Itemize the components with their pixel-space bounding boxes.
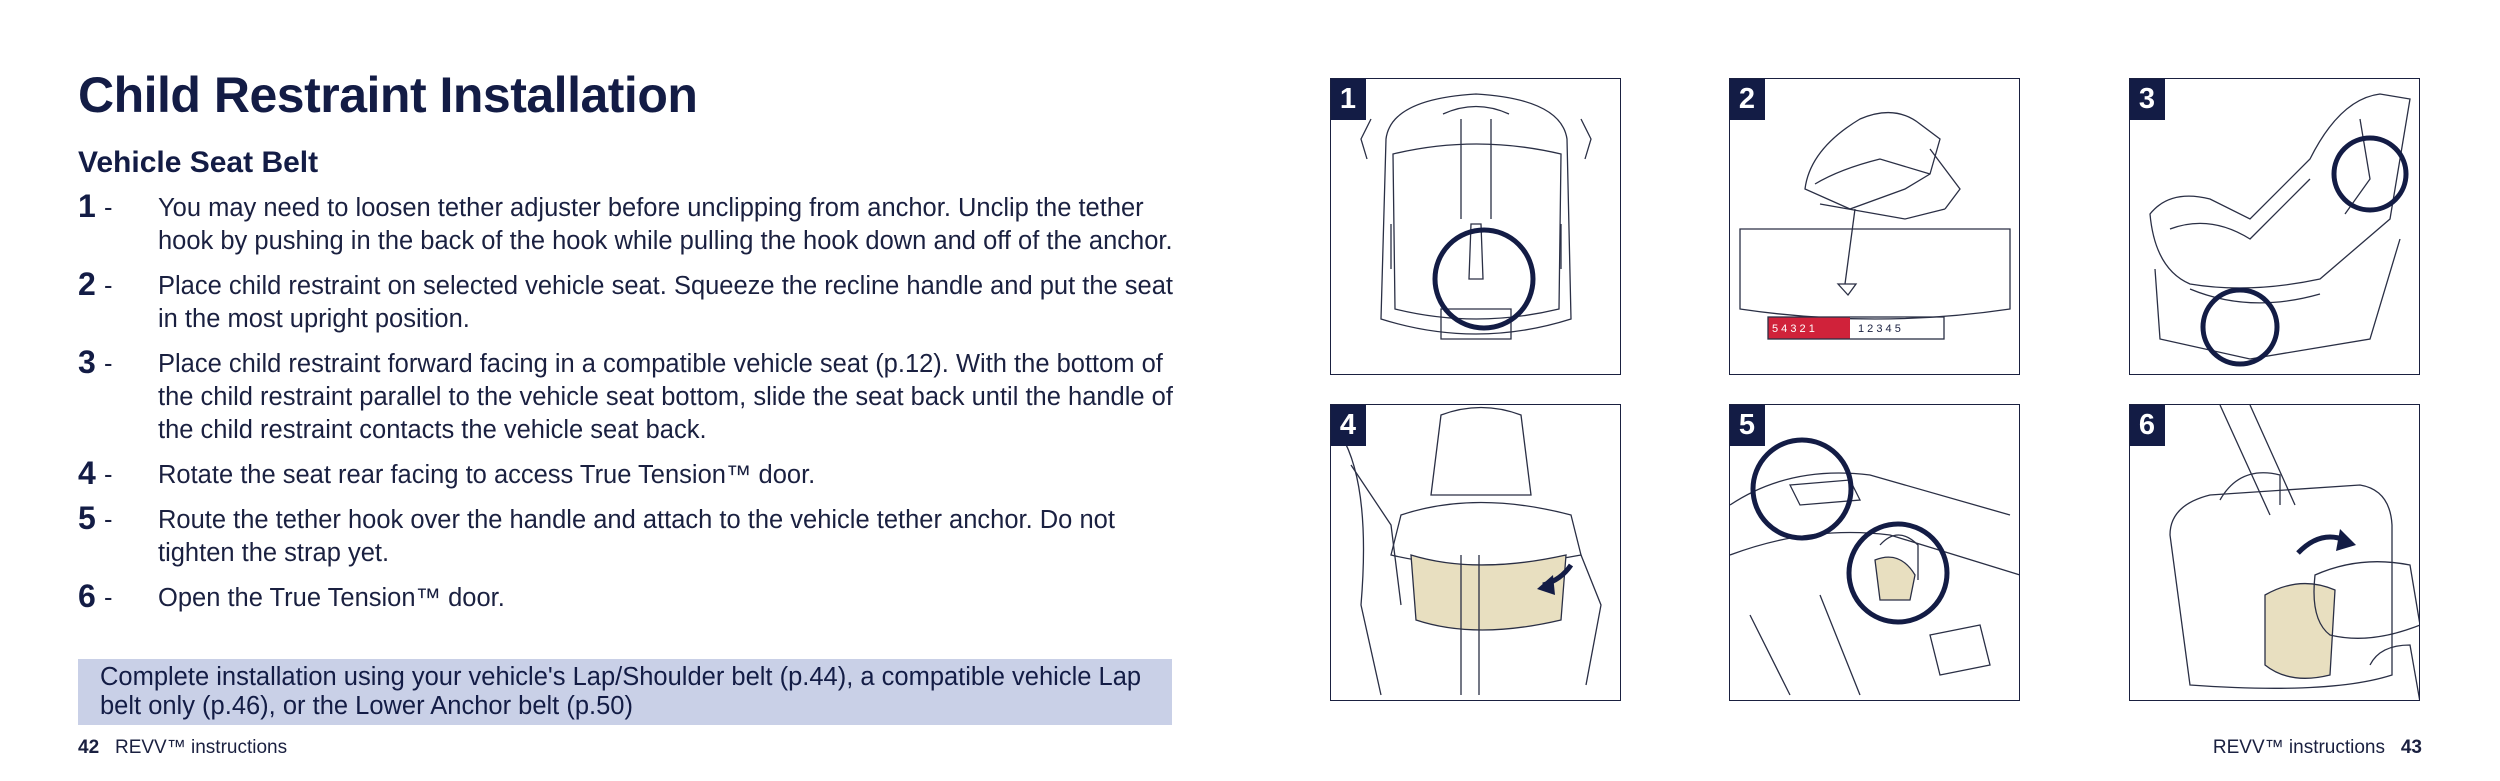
figure-1 [1330, 78, 1621, 375]
step-number: 1 [78, 188, 96, 224]
footer-label: REVV™ instructions [114, 737, 288, 758]
section-subtitle: Vehicle Seat Belt [78, 146, 319, 179]
step-6: 6 - Open the True Tension™ door. [78, 582, 1178, 615]
step-text: Place child restraint on selected vehicle seat. Squeeze the recline handle and put the seat in the most upright position. [158, 272, 1173, 333]
footer-left [78, 737, 287, 759]
step-3: 3 - Place child restraint forward facing in a compatible vehicle seat (p.12). With the bottom of the child restraint parallel to the vehicle seat bottom, slide the seat back until the handle of the child restraint contacts the vehicle seat back. [78, 348, 1178, 447]
figure-badge: 3 [2129, 78, 2165, 120]
figure-3 [2129, 78, 2420, 375]
step-5: 5 - Route the tether hook over the handle and attach to the vehicle tether anchor. Do not tighten the strap yet. [78, 504, 1178, 570]
step-number: 6 [78, 578, 96, 614]
seat-back-illustration [1331, 79, 1621, 375]
recline-right-scale: 1 2 3 4 5 [1858, 323, 1901, 335]
tether-routing-illustration [1730, 405, 2020, 701]
recline-indicator-illustration [1730, 79, 2020, 375]
figure-badge: 6 [2129, 404, 2165, 446]
step-text: Rotate the seat rear facing to access True Tension™ door. [158, 461, 816, 489]
rear-facing-illustration [1331, 405, 1621, 701]
step-text: Route the tether hook over the handle and attach to the vehicle tether anchor. Do not tighten the strap yet. [158, 506, 1115, 567]
step-2: 2 - Place child restraint on selected vehicle seat. Squeeze the recline handle and put the seat in the most upright position. [78, 270, 1178, 336]
installation-note: Complete installation using your vehicle's Lap/Shoulder belt (p.44), a compatible vehicle Lap belt only (p.46), or the Lower Anchor belt (p.50) [78, 659, 1172, 725]
figure-badge: 1 [1330, 78, 1366, 120]
footer-right [2213, 737, 2422, 759]
page-number: 42 [78, 737, 100, 758]
figure-5 [1729, 404, 2020, 701]
figure-badge: 2 [1729, 78, 1765, 120]
figure-2 [1729, 78, 2020, 375]
figure-badge: 5 [1729, 404, 1765, 446]
step-text: Place child restraint forward facing in a compatible vehicle seat (p.12). With the bottom of the child restraint parallel to the vehicle seat bottom, slide the seat back until the handle of the child restraint contacts the vehicle seat back. [158, 350, 1173, 444]
figure-badge: 4 [1330, 404, 1366, 446]
page-title: Child Restraint Installation [78, 67, 698, 123]
step-number: 5 [78, 500, 96, 536]
step-number: 3 [78, 344, 96, 380]
step-text: Open the True Tension™ door. [158, 584, 505, 612]
step-4: 4 - Rotate the seat rear facing to access True Tension™ door. [78, 459, 1178, 492]
step-1: 1 - You may need to loosen tether adjuster before unclipping from anchor. Unclip the tether hook by pushing in the back of the hook while pulling the hook down and off of the anchor. [78, 192, 1178, 258]
true-tension-door-illustration [2130, 405, 2420, 701]
step-text: You may need to loosen tether adjuster before unclipping from anchor. Unclip the tether hook by pushing in the back of the hook while pulling the hook down and off of the anchor. [158, 194, 1173, 255]
figure-6 [2129, 404, 2420, 701]
steps-list [78, 188, 1178, 627]
step-number: 4 [78, 455, 96, 491]
page-number: 43 [2400, 737, 2422, 758]
forward-facing-illustration [2130, 79, 2420, 375]
figure-4 [1330, 404, 1621, 701]
footer-label: REVV™ instructions [2212, 737, 2386, 758]
step-number: 2 [78, 266, 96, 302]
recline-left-scale: 5 4 3 2 1 [1772, 323, 1815, 335]
